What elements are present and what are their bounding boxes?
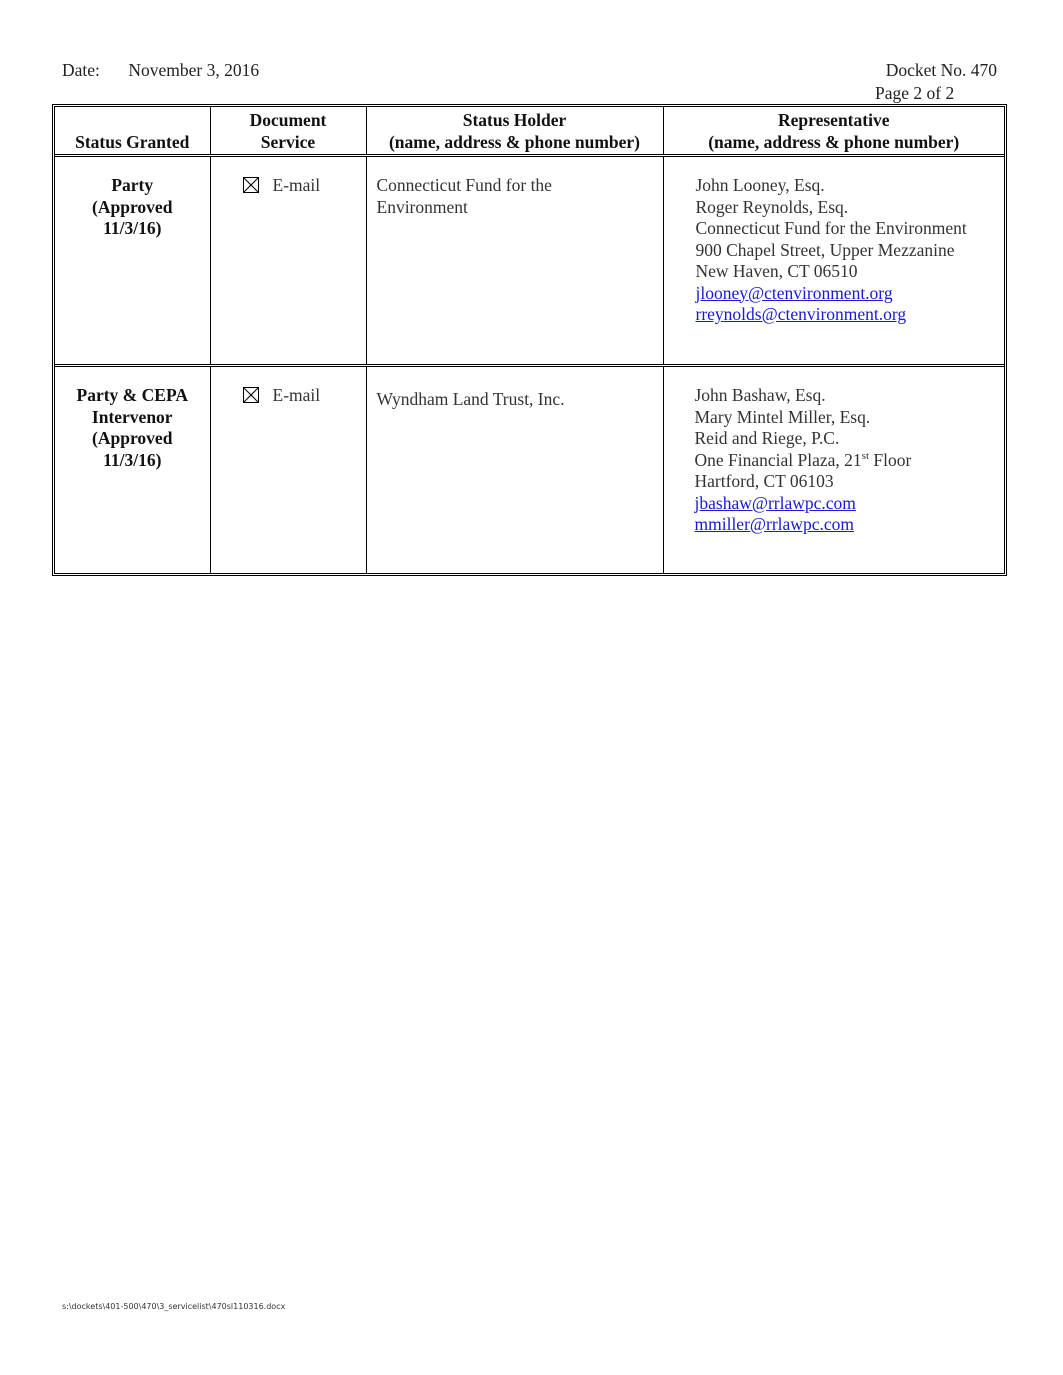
table-row xyxy=(55,156,1004,366)
date-line xyxy=(62,60,259,81)
status-holder-cell: Wyndham Land Trust, Inc. xyxy=(366,366,663,574)
email-link[interactable]: jlooney@ctenvironment.org xyxy=(695,282,893,303)
representative-cell: John Looney, Esq. Roger Reynolds, Esq. Connecticut Fund for the Environment 900 Chapel Street, Upper Mezzanine New Haven, CT 06510 jlooney@ctenvironment.org rreynolds@ctenvironment.org xyxy=(663,156,1004,366)
document-service-cell xyxy=(210,156,366,366)
file-path-footer: s:\dockets\401-500\470\3_servicelist\470sl110316.docx xyxy=(62,1302,286,1311)
service-method: E-mail xyxy=(272,175,321,195)
docket-number: Docket No. 470 xyxy=(885,60,997,80)
service-method: E-mail xyxy=(272,385,321,405)
status-granted-cell: Party & CEPA Intervenor (Approved 11/3/16) xyxy=(76,385,188,470)
status-holder-cell: Connecticut Fund for the Environment xyxy=(366,156,663,366)
checked-box-icon xyxy=(243,387,259,403)
status-granted-cell: Party (Approved 11/3/16) xyxy=(55,156,210,366)
date-value: November 3, 2016 xyxy=(128,60,260,80)
table-header-row xyxy=(55,107,1004,156)
header-status-holder: Status Holder (name, address & phone number) xyxy=(366,107,663,156)
document-service-cell xyxy=(210,366,366,574)
header-document-service: Document Service xyxy=(210,107,366,156)
representative-cell: John Bashaw, Esq. Mary Mintel Miller, Esq. Reid and Riege, P.C. One Financial Plaza, 21st Floor Hartford, CT 06103 jbashaw@rrlawpc.com mmiller@rrlawpc.com xyxy=(663,366,1004,574)
date-label: Date: xyxy=(62,60,100,80)
service-list-table xyxy=(52,104,1007,576)
table-row xyxy=(55,366,1004,574)
address-line: One Financial Plaza, 21st Floor xyxy=(694,449,912,470)
page-number: Page 2 of 2 xyxy=(875,83,955,103)
email-link[interactable]: mmiller@rrlawpc.com xyxy=(694,514,854,534)
email-link[interactable]: rreynolds@ctenvironment.org xyxy=(695,304,907,324)
header-status-granted: Status Granted xyxy=(55,107,210,156)
email-link[interactable]: jbashaw@rrlawpc.com xyxy=(694,492,856,513)
header-representative: Representative (name, address & phone number) xyxy=(663,107,1004,156)
checked-box-icon xyxy=(243,177,259,193)
